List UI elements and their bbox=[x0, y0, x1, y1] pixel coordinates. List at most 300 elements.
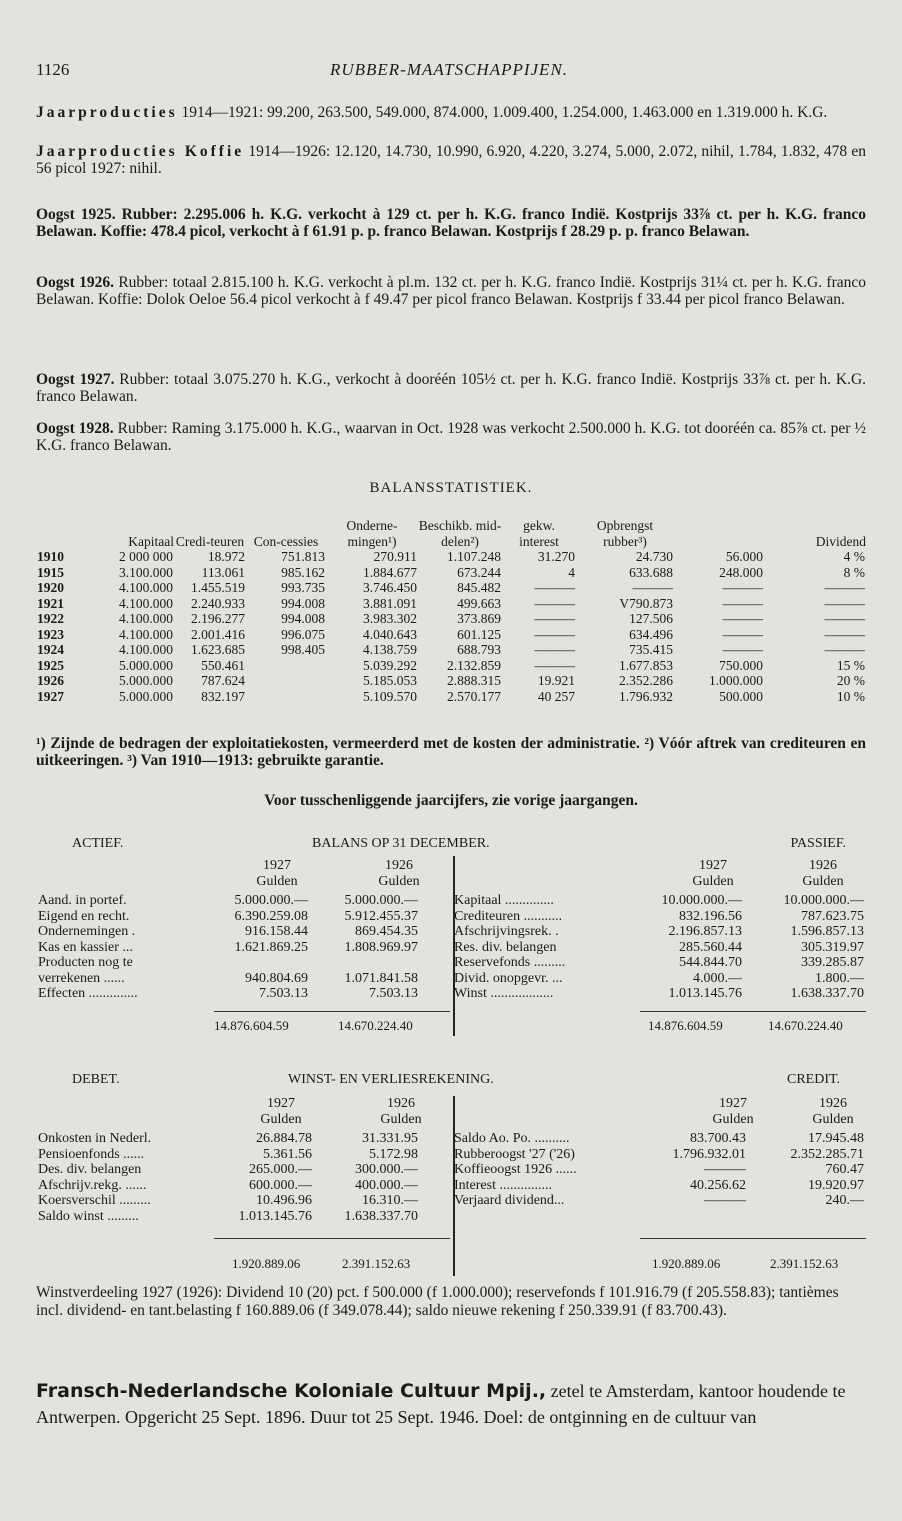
paragraph-coffee bbox=[36, 143, 866, 177]
stat-row-value: 634.496 bbox=[629, 626, 673, 642]
stat-row-value: 1.796.932 bbox=[619, 688, 673, 704]
para-lead: Oogst 1927. bbox=[36, 371, 115, 388]
balans-passief-row-label: Divid. onopgevr. ... bbox=[454, 970, 563, 986]
winst-debet-row bbox=[36, 1162, 420, 1178]
footnote-text: ¹) Zijnde de bedragen der exploitatiekosten, vermeerderd met de kosten der administratie. ²) Vóór aftrek van crediteuren en uitkeeringen. ³) Van 1910—1913: gebruikte garantie. bbox=[36, 735, 866, 769]
stat-row-value: ——— bbox=[824, 595, 865, 611]
stat-row-value: 550.461 bbox=[201, 657, 245, 673]
para-lead: Jaarproducties Koffie bbox=[36, 143, 245, 160]
stat-row-label: 1927 bbox=[37, 688, 64, 704]
stat-row-value: 994.008 bbox=[281, 611, 325, 626]
stat-row-value: 750.000 bbox=[719, 657, 763, 673]
winst-year: 1927 bbox=[719, 1096, 747, 1111]
stat-row-label: 1910 bbox=[37, 549, 64, 564]
stat-row-value: ——— bbox=[824, 626, 865, 642]
stat-row-value: 3.881.091 bbox=[363, 595, 417, 611]
winst-currency: Gulden bbox=[712, 1111, 754, 1127]
balans-left-heading: ACTIEF. bbox=[72, 836, 124, 851]
balans-year-head bbox=[668, 858, 758, 889]
winst-debet-table bbox=[36, 1131, 420, 1224]
stat-row bbox=[36, 611, 866, 627]
balans-actief-row-value: 5.000.000.— bbox=[234, 893, 308, 908]
winst-total-1926: 2.391.152.63 bbox=[770, 1256, 839, 1271]
balans-actief-row bbox=[36, 940, 420, 956]
page-header bbox=[36, 60, 862, 84]
stat-row-value: 40 257 bbox=[537, 688, 575, 704]
stat-title: BALANSSTATISTIEK. bbox=[369, 480, 533, 496]
stat-row-value: ——— bbox=[722, 611, 763, 626]
balans-actief-row-label: Producten nog te bbox=[38, 955, 133, 970]
stat-header: Credi-teuren bbox=[175, 533, 245, 549]
stat-row-value: 2.570.177 bbox=[447, 688, 501, 704]
stat-row-value: 751.813 bbox=[281, 549, 325, 564]
balans-actief-row-value: 6.390.259.08 bbox=[234, 908, 308, 924]
stat-row-value: 4.100.000 bbox=[119, 642, 173, 657]
balans-passief-row-value: 1.638.337.70 bbox=[790, 986, 864, 1001]
balans-passief-row bbox=[452, 893, 866, 909]
stat-row-value: ——— bbox=[534, 580, 575, 595]
stat-row bbox=[36, 596, 866, 612]
company-name: Fransch-Nederlandsche Koloniale Cultuur Mpij., bbox=[36, 1380, 547, 1402]
winst-total-1927: 1.920.889.06 bbox=[652, 1256, 721, 1271]
balans-actief-row bbox=[36, 971, 420, 987]
stat-row-value: 1.000.000 bbox=[709, 673, 763, 688]
stat-row-value: ——— bbox=[722, 626, 763, 642]
stat-row-label: 1921 bbox=[37, 595, 64, 611]
stat-row-value: 998.405 bbox=[281, 642, 325, 657]
balans-year: 1927 bbox=[263, 858, 291, 873]
balans-passief-row-value: 4.000.— bbox=[693, 970, 742, 986]
stat-row-value: 373.869 bbox=[457, 611, 501, 626]
winst-title: WINST- EN VERLIESREKENING. bbox=[288, 1072, 494, 1087]
balans-year-head bbox=[778, 858, 868, 889]
winst-debet-row bbox=[36, 1178, 420, 1194]
winst-credit-row-value: 40.256.62 bbox=[690, 1177, 746, 1193]
company-entry bbox=[36, 1378, 866, 1430]
winst-year-head bbox=[236, 1096, 326, 1127]
stat-row-value: 633.688 bbox=[629, 564, 673, 580]
para-text: Rubber: Raming 3.175.000 h. K.G., waarvan in Oct. 1928 was verkocht 2.500.000 h. K.G. tot dooréén ca. 85⅞ ct. per ½ K.G. franco Belawan. bbox=[36, 420, 866, 454]
winst-debet-row-label: Koersverschil ......... bbox=[38, 1193, 151, 1208]
stat-row-label: 1923 bbox=[37, 626, 64, 642]
stat-row-value: 56.000 bbox=[725, 549, 763, 564]
page-title: RUBBER-MAATSCHAPPIJEN. bbox=[329, 60, 569, 79]
winst-debet-row-label: Afschrijv.rekg. ...... bbox=[38, 1177, 147, 1193]
balans-passief-table bbox=[452, 893, 866, 1002]
winst-debet-row-value: 265.000.— bbox=[249, 1162, 312, 1177]
stat-row-value: 996.075 bbox=[281, 626, 325, 642]
winst-credit-row bbox=[452, 1147, 866, 1163]
stat-header: Kapitaal bbox=[128, 533, 174, 549]
balans-actief-row-value: 1.808.969.97 bbox=[344, 939, 418, 955]
stat-row-value: 127.506 bbox=[629, 611, 673, 626]
winst-credit-row-label: Saldo Ao. Po. .......... bbox=[454, 1131, 570, 1146]
winst-debet-row-value: 600.000.— bbox=[249, 1177, 312, 1193]
winst-debet-row-value: 10.496.96 bbox=[256, 1193, 312, 1208]
stat-row-value: ——— bbox=[534, 657, 575, 673]
stat-row-value: 4.040.643 bbox=[363, 626, 417, 642]
stat-row-value: 8 % bbox=[843, 564, 865, 580]
winst-left-heading: DEBET. bbox=[72, 1072, 120, 1087]
stat-row-value: ——— bbox=[632, 580, 673, 595]
stat-row-value: 1.623.685 bbox=[191, 642, 245, 657]
stat-header: Opbrengst rubber³) bbox=[596, 518, 654, 549]
balans-heading-row bbox=[36, 836, 866, 856]
stat-row-value: 270.911 bbox=[373, 549, 417, 564]
stat-row bbox=[36, 627, 866, 643]
para-text: Rubber: totaal 3.075.270 h. K.G., verkocht à dooréén 105½ ct. per h. K.G. franco Indië. Kostprijs 33⅞ ct. per h. K.G. franco Belawan. bbox=[36, 371, 867, 405]
stat-row-value: 2.352.286 bbox=[619, 673, 673, 688]
stat-row-value: 673.244 bbox=[457, 564, 501, 580]
stat-row-value: 4.100.000 bbox=[119, 611, 173, 626]
stat-row-value: 5.000.000 bbox=[119, 657, 173, 673]
balans-actief-row-label: Effecten .............. bbox=[38, 986, 138, 1001]
winst-debet-row bbox=[36, 1131, 420, 1147]
winst-debet-row-value: 400.000.— bbox=[355, 1177, 418, 1193]
para-lead: Oogst 1925. bbox=[36, 206, 116, 223]
balans-currency: Gulden bbox=[378, 873, 420, 889]
balans-actief-row-label: Eigend en recht. bbox=[38, 908, 130, 924]
stat-header: Dividend bbox=[815, 533, 866, 549]
stat-row-value: 735.415 bbox=[629, 642, 673, 657]
stat-row-value: 2.132.859 bbox=[447, 657, 501, 673]
balans-passief-row-value: 1.800.— bbox=[815, 970, 864, 986]
stat-row-value: ——— bbox=[534, 642, 575, 657]
stat-row-value: 787.624 bbox=[201, 673, 245, 688]
balans-year: 1926 bbox=[385, 858, 413, 873]
winst-total-1926: 2.391.152.63 bbox=[342, 1256, 411, 1271]
balans-passief-row-value: 10.000.000.— bbox=[783, 893, 864, 908]
balans-actief-row bbox=[36, 986, 420, 1002]
stat-row-value: 3.746.450 bbox=[363, 580, 417, 595]
stat-row-value: 4.100.000 bbox=[119, 580, 173, 595]
paragraph-production bbox=[36, 104, 866, 121]
stat-row-value: 993.735 bbox=[281, 580, 325, 595]
stat-row-value: 24.730 bbox=[635, 549, 673, 564]
stat-header: Con-cessies bbox=[253, 533, 319, 549]
para-text: Rubber: totaal 2.815.100 h. K.G. verkocht à pl.m. 132 ct. per h. K.G. franco Indië. Kostprijs 31¼ ct. per h. K.G. franco Belawan. Koffie: Dolok Oeloe 56.4 picol verkocht à f 49.47 per picol franco Belawan. Kostprijs f 33.44 per picol franco Belawan. bbox=[36, 274, 867, 308]
balans-passief-row-value: 285.560.44 bbox=[679, 939, 742, 955]
balans-passief-row bbox=[452, 909, 866, 925]
paragraph-harvest-1926 bbox=[36, 274, 866, 308]
balans-actief-row-value: 916.158.44 bbox=[245, 924, 308, 939]
stat-row-value: 3.100.000 bbox=[119, 564, 173, 580]
stat-row-label: 1922 bbox=[37, 611, 64, 626]
balance-statistics-table bbox=[36, 501, 866, 704]
stat-header: Beschikb. mid-delen²) bbox=[418, 518, 502, 549]
stat-row-value: 5.000.000 bbox=[119, 673, 173, 688]
winst-total-1927: 1.920.889.06 bbox=[232, 1256, 301, 1271]
stat-header: Onderne-mingen¹) bbox=[346, 518, 398, 549]
balans-passief-row bbox=[452, 955, 866, 971]
balans-passief-row bbox=[452, 971, 866, 987]
balans-actief-table bbox=[36, 893, 420, 1002]
stat-row-value: 2.001.416 bbox=[191, 626, 245, 642]
stat-row bbox=[36, 658, 866, 674]
stat-row-value: 4 bbox=[568, 564, 575, 580]
winst-credit-row-label: Interest ............... bbox=[454, 1177, 552, 1193]
winst-debet-row-value: 26.884.78 bbox=[256, 1131, 312, 1146]
winst-divider bbox=[453, 1096, 455, 1276]
balans-actief-row-value bbox=[310, 955, 420, 971]
balans-passief-row-value: 787.623.75 bbox=[801, 908, 864, 924]
winst-sum-line bbox=[640, 1238, 866, 1239]
stat-row-value: 4 % bbox=[843, 549, 865, 564]
balans-divider bbox=[453, 856, 455, 1036]
balans-actief-row-label: Kas en kassier ... bbox=[38, 939, 133, 955]
balans-total-1927: 14.876.604.59 bbox=[648, 1018, 723, 1033]
balans-actief-row-value: 1.071.841.58 bbox=[344, 970, 418, 986]
winst-credit-row-value: ——— bbox=[704, 1162, 746, 1177]
balans-passief-row-label: Reservefonds ......... bbox=[454, 955, 566, 970]
balans-total-1927: 14.876.604.59 bbox=[214, 1018, 289, 1033]
balans-year: 1926 bbox=[809, 858, 837, 873]
winst-debet-row-label: Onkosten in Nederl. bbox=[38, 1131, 152, 1146]
balans-year-head bbox=[354, 858, 444, 889]
stat-row-value: 2.888.315 bbox=[447, 673, 501, 688]
stat-row-value: ——— bbox=[534, 611, 575, 626]
winst-sum-line bbox=[214, 1238, 450, 1239]
winst-credit-row bbox=[452, 1131, 866, 1147]
stat-row-value: 5.109.570 bbox=[363, 688, 417, 704]
stat-row-value: 499.663 bbox=[457, 595, 501, 611]
profit-distribution: Winstverdeeling 1927 (1926): Dividend 10 (20) pct. f 500.000 (f 1.000.000); reservefonds f 101.916.79 (f 205.558.83); tantièmes incl. dividend- en tant.belasting f 160.889.06 (f 349.078.44); saldo nieuwe rekening f 250.339.91 (f 83.700.43). bbox=[36, 1284, 839, 1319]
winst-debet-row-value: 31.331.95 bbox=[362, 1131, 418, 1146]
winst-right-heading: CREDIT. bbox=[786, 1072, 840, 1087]
note-see-previous bbox=[36, 792, 866, 809]
balans-actief-row-value: 7.503.13 bbox=[259, 986, 308, 1001]
stat-body bbox=[36, 549, 866, 704]
stat-row-value: 500.000 bbox=[719, 688, 763, 704]
balans-passief-row-value: 1.013.145.76 bbox=[668, 986, 742, 1001]
stat-row-value: 845.482 bbox=[457, 580, 501, 595]
para-lead: Oogst 1928. bbox=[36, 420, 114, 437]
balans-passief-row-label: Winst .................. bbox=[454, 986, 554, 1001]
stat-row-value: 1.107.248 bbox=[447, 549, 501, 564]
stat-row-value: ——— bbox=[722, 642, 763, 657]
balans-actief-row-value: 5.000.000.— bbox=[344, 893, 418, 908]
stat-row-value: 248.000 bbox=[719, 564, 763, 580]
stat-row-value: 2.240.933 bbox=[191, 595, 245, 611]
winst-credit-row-value: 760.47 bbox=[825, 1162, 864, 1177]
winst-credit-row-label: Koffieoogst 1926 ...... bbox=[454, 1162, 577, 1177]
stat-row-value: 113.061 bbox=[201, 564, 245, 580]
paragraph-harvest-1927 bbox=[36, 371, 866, 405]
stat-row-value: 4.100.000 bbox=[119, 595, 173, 611]
winst-currency: Gulden bbox=[260, 1111, 302, 1127]
para-lead: Oogst 1926. bbox=[36, 274, 114, 291]
balans-year-head bbox=[232, 858, 322, 889]
balans-actief-row-value: 7.503.13 bbox=[369, 986, 418, 1001]
stat-row-value bbox=[246, 658, 326, 674]
stat-row-value: 1.455.519 bbox=[191, 580, 245, 595]
stat-row-value: ——— bbox=[824, 611, 865, 626]
winst-year-head bbox=[788, 1096, 878, 1127]
stat-row-value: ——— bbox=[534, 595, 575, 611]
para-text: Rubber: 2.295.006 h. K.G. verkocht à 129 ct. per h. K.G. franco Indië. Kostprijs 33⅞ ct. per h. K.G. franco Belawan. Koffie: 478.4 picol, verkocht à f 61.91 p. p. franco Belawan. Kostprijs f 28.29 p. p. franco Belawan. bbox=[36, 206, 866, 240]
balans-title: BALANS OP 31 DECEMBER. bbox=[312, 836, 490, 851]
winst-debet-row-value: 1.013.145.76 bbox=[238, 1208, 312, 1224]
stat-row-value: 20 % bbox=[836, 673, 865, 688]
stat-row bbox=[36, 642, 866, 658]
stat-row-value: ——— bbox=[534, 626, 575, 642]
stat-row-value bbox=[246, 673, 326, 689]
stat-row-value bbox=[246, 689, 326, 705]
balans-actief-row-label: verrekenen ...... bbox=[38, 970, 125, 986]
balans-actief-row-label: Aand. in portef. bbox=[38, 893, 127, 908]
winst-credit-row bbox=[452, 1162, 866, 1178]
balans-actief-row bbox=[36, 893, 420, 909]
stat-row-value: 2.196.277 bbox=[191, 611, 245, 626]
balans-year: 1927 bbox=[699, 858, 727, 873]
balans-passief-row-value: 544.844.70 bbox=[679, 955, 742, 970]
balans-passief-row bbox=[452, 940, 866, 956]
para-text: 1914—1926: 12.120, 14.730, 10.990, 6.920, 4.220, 3.274, 5.000, 2.072, nihil, 1.784, 1.832, 478 en 56 picol 1927: nihil. bbox=[36, 143, 866, 177]
balans-currency: Gulden bbox=[692, 873, 734, 889]
balans-currency: Gulden bbox=[256, 873, 298, 889]
balans-passief-row-value: 305.319.97 bbox=[801, 939, 864, 955]
winst-debet-row-value: 5.361.56 bbox=[263, 1146, 312, 1162]
winst-debet-row-value: 300.000.— bbox=[355, 1162, 418, 1177]
stat-row-label: 1915 bbox=[37, 564, 64, 580]
stat-row-value: 31.270 bbox=[537, 549, 575, 564]
balans-actief-row bbox=[36, 955, 420, 971]
stat-row-label: 1925 bbox=[37, 657, 64, 673]
stat-row-value: 5.000.000 bbox=[119, 688, 173, 704]
winst-currency: Gulden bbox=[380, 1111, 422, 1127]
stat-row-value: ——— bbox=[722, 580, 763, 595]
winst-credit-row-value: 83.700.43 bbox=[690, 1131, 746, 1146]
stat-header: gekw. interest bbox=[519, 518, 559, 549]
winst-credit-row-value: ——— bbox=[704, 1193, 746, 1208]
winst-year: 1927 bbox=[267, 1096, 295, 1111]
balans-passief-row-value: 2.196.857.13 bbox=[668, 924, 742, 939]
stat-header-year bbox=[36, 501, 80, 549]
balans-right-heading: PASSIEF. bbox=[790, 836, 846, 851]
winst-debet-row-label: Saldo winst ......... bbox=[38, 1208, 139, 1224]
company-text: zetel te Amsterdam, kantoor houdende te Antwerpen. Opgericht 25 Sept. 1896. Duur tot 25 Sept. 1946. Doel: de ontginning en de cultuur van bbox=[36, 1381, 846, 1427]
winst-credit-row-value: 1.796.932.01 bbox=[672, 1146, 746, 1162]
winst-credit-row-label: Rubberoogst '27 ('26) bbox=[454, 1146, 575, 1162]
winst-credit-row-label: Verjaard dividend... bbox=[454, 1193, 565, 1208]
balans-actief-row bbox=[36, 924, 420, 940]
stat-row-value: ——— bbox=[824, 580, 865, 595]
stat-row-value: 4.100.000 bbox=[119, 626, 173, 642]
balans-actief-row-label: Ondernemingen . bbox=[38, 924, 136, 939]
balans-passief-row-label: Res. div. belangen bbox=[454, 939, 557, 955]
balans-currency: Gulden bbox=[802, 873, 844, 889]
stat-row-value: 2 000 000 bbox=[119, 549, 173, 564]
balans-actief-row bbox=[36, 909, 420, 925]
stat-row-value: 10 % bbox=[836, 688, 865, 704]
balans-actief-row-value: 869.454.35 bbox=[355, 924, 418, 939]
balans-total-1926: 14.670.224.40 bbox=[768, 1018, 843, 1033]
page-number: 1126 bbox=[36, 60, 70, 79]
balans-actief-row-value: 5.912.455.37 bbox=[344, 908, 418, 924]
winst-credit-row bbox=[452, 1178, 866, 1194]
balans-actief-row-value bbox=[206, 955, 310, 971]
footnotes bbox=[36, 735, 866, 769]
stat-row-value: 994.008 bbox=[281, 595, 325, 611]
winst-debet-row-value: 16.310.— bbox=[362, 1193, 418, 1208]
note-text: Voor tusschenliggende jaarcijfers, zie vorige jaargangen. bbox=[264, 792, 638, 809]
winst-debet-row bbox=[36, 1193, 420, 1209]
winst-debet-row-label: Des. div. belangen bbox=[38, 1162, 142, 1177]
winst-credit-table bbox=[452, 1131, 866, 1209]
stat-row-value: 832.197 bbox=[201, 688, 245, 704]
winst-year-head bbox=[356, 1096, 446, 1127]
balans-passief-row-label: Afschrijvingsrek. . bbox=[454, 924, 559, 939]
winst-debet-row bbox=[36, 1147, 420, 1163]
winst-debet-row bbox=[36, 1209, 420, 1225]
winst-year: 1926 bbox=[387, 1096, 415, 1111]
balans-total-1926: 14.670.224.40 bbox=[338, 1018, 413, 1033]
stat-row bbox=[36, 580, 866, 596]
paragraph-harvest-1925 bbox=[36, 206, 866, 240]
stat-row bbox=[36, 549, 866, 565]
balans-passief-row bbox=[452, 924, 866, 940]
stat-row-value: 601.125 bbox=[457, 626, 501, 642]
balans-passief-row-label: Kapitaal .............. bbox=[454, 893, 554, 908]
balans-passief-row-label: Crediteuren ........... bbox=[454, 908, 563, 924]
stat-row-value: 18.972 bbox=[207, 549, 245, 564]
balans-passief-row-value: 10.000.000.— bbox=[661, 893, 742, 908]
winst-year: 1926 bbox=[819, 1096, 847, 1111]
balans-passief-row bbox=[452, 986, 866, 1002]
stat-row-value: V790.873 bbox=[619, 595, 673, 611]
winst-credit-row-value: 17.945.48 bbox=[808, 1131, 864, 1146]
stat-row-label: 1920 bbox=[37, 580, 64, 595]
balans-sum-line bbox=[214, 1011, 450, 1012]
winst-debet-row-value: 5.172.98 bbox=[369, 1146, 418, 1162]
stat-row-value: 985.162 bbox=[281, 564, 325, 580]
stat-row bbox=[36, 673, 866, 689]
stat-row bbox=[36, 689, 866, 705]
winst-credit-row-value: 19.920.97 bbox=[808, 1177, 864, 1193]
stat-row-value: 3.983.302 bbox=[363, 611, 417, 626]
balans-actief-row-value: 940.804.69 bbox=[245, 970, 308, 986]
stat-row bbox=[36, 565, 866, 581]
winst-debet-row-label: Pensioenfonds ...... bbox=[38, 1146, 145, 1162]
winst-year-head bbox=[688, 1096, 778, 1127]
balans-sum-line bbox=[640, 1011, 866, 1012]
stat-row-value: 5.039.292 bbox=[363, 657, 417, 673]
stat-row-value: 688.793 bbox=[457, 642, 501, 657]
stat-row-value: 19.921 bbox=[537, 673, 575, 688]
stat-row-label: 1926 bbox=[37, 673, 64, 688]
balans-actief-row-value: 1.621.869.25 bbox=[234, 939, 308, 955]
stat-row-label: 1924 bbox=[37, 642, 64, 657]
stat-row-value: ——— bbox=[722, 595, 763, 611]
winst-heading-row bbox=[36, 1072, 866, 1092]
stat-row-value: 4.138.759 bbox=[363, 642, 417, 657]
winst-credit-row-value: 240.— bbox=[825, 1193, 864, 1208]
balans-passief-row-value: 1.596.857.13 bbox=[790, 924, 864, 939]
winst-debet-row-value: 1.638.337.70 bbox=[344, 1208, 418, 1224]
para-text: 1914—1921: 99.200, 263.500, 549.000, 874.000, 1.009.400, 1.254.000, 1.463.000 en 1.319.000 h. K.G. bbox=[177, 104, 828, 121]
stat-row-value: 1.677.853 bbox=[619, 657, 673, 673]
winst-credit-row-value: 2.352.285.71 bbox=[790, 1146, 864, 1162]
stat-row-value: 15 % bbox=[836, 657, 865, 673]
balans-passief-row-value: 339.285.87 bbox=[801, 955, 864, 970]
stat-row-value: 1.884.677 bbox=[363, 564, 417, 580]
balans-passief-row-value: 832.196.56 bbox=[679, 908, 742, 924]
stat-row-value: 5.185.053 bbox=[363, 673, 417, 688]
paragraph-harvest-1928 bbox=[36, 420, 866, 454]
winst-currency: Gulden bbox=[812, 1111, 854, 1127]
para-lead: Jaarproducties bbox=[36, 104, 178, 121]
winst-credit-row bbox=[452, 1193, 866, 1209]
